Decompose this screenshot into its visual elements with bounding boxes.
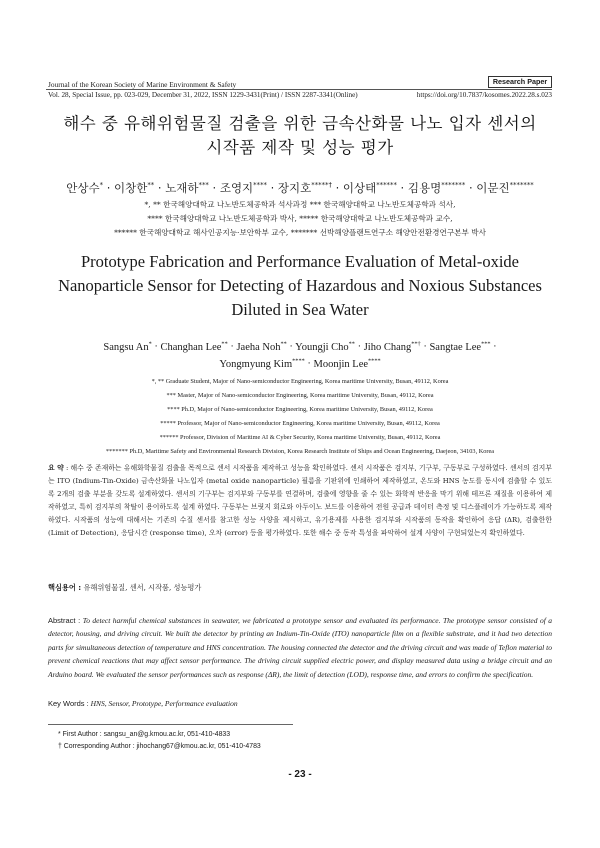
author-name: Youngji Cho <box>295 341 349 353</box>
affiliation-kr-line1: *, ** 한국해양대학교 나노반도체공학과 석사과정 *** 한국해양대학교 나노반도체공학과 석사, <box>144 200 456 209</box>
kr-author <box>278 181 332 195</box>
abstract-kr-text: : 해수 중 존재하는 유해화학물질 검출을 목적으로 센서 시작품을 제작하고 성능을 확인하였다. 센서 시작품은 검지부, 기구부, 구동부로 구성하였다. 센서의 검지부는 ITO (Indium-Tin-Oxide) 금속산화물 나노입자 (metal oxide nanoparticle) 필름을 기판위에 인쇄하여 제작하였고, 온도와 HNS 농도를 동시에 검출할 수 있도록 2개의 검출 부분을 갖도록 설계하였다. 센서의 기구부는 검지부와 구동부를 연결하며, 검출에 영향을 줄 수 있는 화학적 반응을 막기 위해 테프론 재질을 이용하여 제작하였고, 특히 검지부의 착탈이 용이하도록 설계 하였다. 구동부는 브릿지 회로와 아두이노 보드를 이용하여 전원 공급과 데이터 측정 및 디스플레이가 가능하도록 제작하였다. 시작품의 성능에 대해서는 기존의 수질 센서를 참고한 성능 사양을 제시하고, 유기용제를 사용한 검지부와 시작품의 동작을 확인하여 응답 (ΔR), 검출한한 (Limit of Detection), 응답시간 (response time), 오차 (error) 등을 평가하였다. 또한 해수 중 동작 특성을 파악하여 설계 사양이 구현되었는지 확인하였다. <box>48 464 552 538</box>
author-name: Sangtae Lee <box>429 341 482 353</box>
author-affiliation-mark: **† <box>411 340 421 347</box>
author-name: Jaeha Noh <box>236 341 281 353</box>
author-name: Changhan Lee <box>160 341 222 353</box>
keywords-en-label: Key Words : <box>48 699 89 708</box>
author-separator: · <box>227 341 237 353</box>
title-en-line1: Prototype Fabrication and Performance Evaluation of Metal-oxide <box>80 252 520 271</box>
en-author <box>236 342 286 353</box>
journal-name: Journal of the Korean Society of Marine Environment & Safety <box>48 80 237 89</box>
author-separator: · <box>103 181 115 195</box>
affiliation-en-line3: **** Ph.D, Major of Nano-semiconductor Engineering, Korea maritime University, Busan, 49112, Korea <box>167 406 433 413</box>
keywords-kr <box>48 583 201 593</box>
footnote-first-author: * First Author : sangsu_an@g.kmou.ac.kr, 051-410-4833 <box>58 731 231 738</box>
kr-author <box>343 181 397 195</box>
abstract-kr-label: 요 약 <box>48 464 64 472</box>
author-separator: · <box>490 341 497 353</box>
en-author <box>364 342 421 353</box>
keywords-en <box>48 699 238 708</box>
kr-author <box>66 181 103 195</box>
affiliation-en-line2: *** Master, Major of Nano-semiconductor Engineering, Korea maritime University, Busan, 49112, Korea <box>166 392 434 399</box>
author-separator: · <box>304 358 314 370</box>
affiliation-kr-line3: ****** 한국해양대학교 해사인공지능·보안학부 교수, ******* 선박해양플랜트연구소 해양안전환경연구본부 박사 <box>114 228 486 237</box>
authors-kr <box>0 180 600 196</box>
keywords-en-text: HNS, Sensor, Prototype, Performance evaluation <box>90 699 238 708</box>
abstract-en-text: To detect harmful chemical substances in seawater, we fabricated a prototype sensor and evaluated its performance. The prototype sensor consisted of a detector, housing, and driving circuit. We built the detector by printing an Indium-Tin-Oxide (ITO) nanoparticle film on a flexible substrate, and it had two detection parts for simultaneous detection of temperature and HNS concentration. The housing connected the detector and the driving circuit and was made of Teflon material to prevent chemical reactions that may affect sensor performance. The driving circuit supplied electric power, and display measured data using a bridge circuit and an Arduino board. We evaluated the sensor performances such as response (ΔR), the limit of detection (LOD), response time, and errors to confirm the specification. <box>48 616 552 679</box>
affiliation-en-line5: ****** Professor, Division of Maritime AI & Cyber Security, Korea maritime University, Busan, 49112, Korea <box>159 434 441 441</box>
authors-en-line2 <box>0 357 600 370</box>
author-name: Sangsu An <box>103 341 149 353</box>
paper-type-badge: Research Paper <box>488 76 552 88</box>
affiliation-en-line4: ***** Professor, Major of Nano-semiconductor Engineering, Korea maritime University, Busan, 49112, Korea <box>160 420 440 427</box>
author-affiliation-mark: ** <box>147 181 155 190</box>
author-separator: · <box>331 181 343 195</box>
en-author <box>103 342 151 353</box>
kr-author <box>476 181 533 195</box>
author-separator: · <box>151 341 161 353</box>
kr-author <box>408 181 465 195</box>
affiliation-kr-line2: **** 한국해양대학교 나노반도체공학과 박사, ***** 한국해양대학교 나노반도체공학과 교수, <box>147 214 453 223</box>
author-name: 이문진 <box>476 181 510 195</box>
footnote-divider <box>48 724 293 725</box>
author-affiliation-mark: **** <box>253 181 267 190</box>
author-affiliation-mark: ** <box>280 340 287 347</box>
author-name: Jiho Chang <box>363 341 412 353</box>
affiliation-en-line6: ******* Ph.D, Maritime Safety and Environmental Research Division, Korea Research Institute of Ships and Ocean Engineering, Daejeon, 34103, Korea <box>105 448 495 455</box>
en-author <box>313 359 380 370</box>
author-affiliation-mark: *** <box>481 340 491 347</box>
affiliation-en-line1: *, ** Graduate Student, Major of Nano-semiconductor Engineering, Korea maritime University, Busan, 49112, Korea <box>151 378 449 385</box>
author-affiliation-mark: ****** <box>376 181 397 190</box>
abstract-en <box>48 614 552 681</box>
author-name: Moonjin Lee <box>313 358 369 370</box>
author-affiliation-mark: **** <box>368 357 381 364</box>
title-kr-line1: 해수 중 유해위험물질 검출을 위한 금속산화물 나노 입자 센서의 <box>63 114 537 133</box>
author-affiliation-mark: *****† <box>311 181 332 190</box>
author-affiliation-mark: **** <box>292 357 305 364</box>
author-name: 이상태 <box>342 181 377 195</box>
author-name: 이창한 <box>114 181 148 195</box>
title-en-line3: Diluted in Sea Water <box>231 300 369 319</box>
author-affiliation-mark: * <box>148 340 152 347</box>
author-name: 안상수 <box>66 181 100 195</box>
author-name: 노재하 <box>165 181 199 195</box>
author-affiliation-mark: ******* <box>509 181 534 190</box>
title-kr-line2: 시작품 제작 및 성능 평가 <box>206 138 394 157</box>
author-separator: · <box>465 181 477 195</box>
author-separator: · <box>420 341 430 353</box>
page-number: - 23 - <box>288 769 312 780</box>
author-name: 김용명 <box>407 181 442 195</box>
kr-author <box>165 181 209 195</box>
author-affiliation-mark: ** <box>348 340 355 347</box>
en-author <box>295 342 355 353</box>
abstract-kr <box>48 462 552 541</box>
en-author <box>429 342 490 353</box>
author-separator: · <box>286 341 296 353</box>
author-affiliation-mark: *** <box>198 181 209 190</box>
authors-en-line1 <box>0 340 600 353</box>
abstract-en-label: Abstract : <box>48 616 81 625</box>
keywords-kr-label: 핵심용어 : <box>48 583 82 592</box>
issue-info: Vol. 28, Special Issue, pp. 023-029, December 31, 2022, ISSN 1229-3431(Print) / ISSN 2287-3341(Online) <box>48 91 358 99</box>
title-en-line2: Nanoparticle Sensor for Detecting of Hazardous and Noxious Substances <box>58 276 542 295</box>
author-separator: · <box>154 181 166 195</box>
author-separator: · <box>266 181 278 195</box>
en-author <box>160 342 227 353</box>
author-affiliation-mark: ** <box>221 340 228 347</box>
author-separator: · <box>208 181 220 195</box>
header-divider <box>46 89 552 90</box>
author-separator: · <box>396 181 408 195</box>
footnote-corresponding-author: † Corresponding Author : jihochang67@kmou.ac.kr, 051-410-4783 <box>58 743 261 750</box>
kr-author <box>114 181 154 195</box>
author-separator: · <box>354 341 364 353</box>
author-affiliation-mark: ******* <box>441 181 466 190</box>
author-name: 조영지 <box>219 181 254 195</box>
doi-link[interactable]: https://doi.org/10.7837/kosomes.2022.28.s.023 <box>416 91 552 99</box>
author-name: Yongmyung Kim <box>219 358 293 370</box>
author-affiliation-mark: * <box>99 181 104 190</box>
keywords-kr-text: 유해위험물질, 센서, 시작품, 성능평가 <box>83 583 202 592</box>
kr-author <box>220 181 267 195</box>
author-name: 장지호 <box>277 181 312 195</box>
en-author <box>219 359 304 370</box>
